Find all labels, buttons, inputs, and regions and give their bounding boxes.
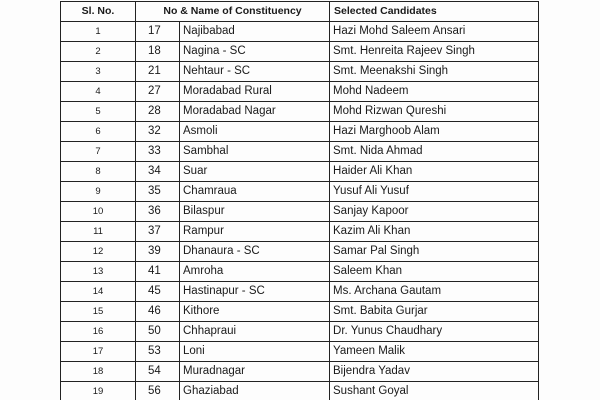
constituency-number-cell: 28 [136, 102, 180, 122]
sl-number-cell: 6 [61, 122, 136, 142]
table-row [61, 122, 539, 142]
sl-number-cell: 12 [61, 242, 136, 262]
candidate-name-cell: Mohd Rizwan Qureshi [330, 102, 539, 122]
candidate-name-cell: Sushant Goyal [330, 382, 539, 400]
candidate-name-cell: Smt. Meenakshi Singh [330, 62, 539, 82]
sl-number-cell: 2 [61, 42, 136, 62]
candidate-name-cell: Yameen Malik [330, 342, 539, 362]
candidate-name-cell: Kazim Ali Khan [330, 222, 539, 242]
sl-number-cell: 16 [61, 322, 136, 342]
constituency-name-cell: Hastinapur - SC [180, 282, 330, 302]
sl-number-cell: 10 [61, 202, 136, 222]
constituency-number-cell: 18 [136, 42, 180, 62]
constituency-name-cell: Amroha [180, 262, 330, 282]
table-header [61, 2, 539, 22]
sl-number-cell: 7 [61, 142, 136, 162]
sl-number-cell: 18 [61, 362, 136, 382]
table-row [61, 242, 539, 262]
sl-number-cell: 14 [61, 282, 136, 302]
candidate-name-cell: Smt. Henreita Rajeev Singh [330, 42, 539, 62]
candidates-table [60, 1, 539, 400]
sl-number-cell: 4 [61, 82, 136, 102]
table-row [61, 22, 539, 42]
constituency-number-cell: 56 [136, 382, 180, 400]
sl-number-cell: 13 [61, 262, 136, 282]
constituency-name-cell: Moradabad Rural [180, 82, 330, 102]
constituency-number-cell: 50 [136, 322, 180, 342]
constituency-number-cell: 27 [136, 82, 180, 102]
header-sl-no: Sl. No. [61, 2, 136, 22]
table-row [61, 142, 539, 162]
sl-number-cell: 19 [61, 382, 136, 400]
sl-number-cell: 17 [61, 342, 136, 362]
constituency-name-cell: Moradabad Nagar [180, 102, 330, 122]
constituency-name-cell: Muradnagar [180, 362, 330, 382]
constituency-number-cell: 34 [136, 162, 180, 182]
constituency-name-cell: Nagina - SC [180, 42, 330, 62]
sl-number-cell: 5 [61, 102, 136, 122]
table-row [61, 62, 539, 82]
constituency-number-cell: 41 [136, 262, 180, 282]
constituency-number-cell: 33 [136, 142, 180, 162]
constituency-name-cell: Chamraua [180, 182, 330, 202]
constituency-name-cell: Loni [180, 342, 330, 362]
constituency-number-cell: 39 [136, 242, 180, 262]
constituency-name-cell: Ghaziabad [180, 382, 330, 400]
table-row [61, 342, 539, 362]
candidate-name-cell: Bijendra Yadav [330, 362, 539, 382]
constituency-name-cell: Najibabad [180, 22, 330, 42]
candidate-name-cell: Hazi Mohd Saleem Ansari [330, 22, 539, 42]
table-row [61, 362, 539, 382]
constituency-name-cell: Rampur [180, 222, 330, 242]
constituency-name-cell: Nehtaur - SC [180, 62, 330, 82]
header-row [61, 2, 539, 22]
constituency-number-cell: 37 [136, 222, 180, 242]
constituency-name-cell: Kithore [180, 302, 330, 322]
constituency-number-cell: 21 [136, 62, 180, 82]
table-row [61, 102, 539, 122]
sl-number-cell: 3 [61, 62, 136, 82]
candidate-name-cell: Smt. Nida Ahmad [330, 142, 539, 162]
candidate-name-cell: Dr. Yunus Chaudhary [330, 322, 539, 342]
candidate-name-cell: Samar Pal Singh [330, 242, 539, 262]
table-row [61, 222, 539, 242]
table-row [61, 42, 539, 62]
table-row [61, 82, 539, 102]
constituency-number-cell: 46 [136, 302, 180, 322]
candidate-name-cell: Sanjay Kapoor [330, 202, 539, 222]
constituency-number-cell: 54 [136, 362, 180, 382]
candidate-name-cell: Smt. Babita Gurjar [330, 302, 539, 322]
table-row [61, 262, 539, 282]
constituency-number-cell: 36 [136, 202, 180, 222]
constituency-name-cell: Chhapraui [180, 322, 330, 342]
table-body [61, 22, 539, 400]
sl-number-cell: 9 [61, 182, 136, 202]
sl-number-cell: 8 [61, 162, 136, 182]
constituency-name-cell: Suar [180, 162, 330, 182]
constituency-number-cell: 45 [136, 282, 180, 302]
header-candidates: Selected Candidates [330, 2, 539, 22]
constituency-name-cell: Bilaspur [180, 202, 330, 222]
table-row [61, 322, 539, 342]
table-row [61, 202, 539, 222]
candidate-name-cell: Ms. Archana Gautam [330, 282, 539, 302]
table-row [61, 382, 539, 400]
constituency-number-cell: 53 [136, 342, 180, 362]
table-row [61, 282, 539, 302]
candidate-name-cell: Saleem Khan [330, 262, 539, 282]
sl-number-cell: 1 [61, 22, 136, 42]
constituency-name-cell: Asmoli [180, 122, 330, 142]
candidate-name-cell: Mohd Nadeem [330, 82, 539, 102]
constituency-name-cell: Dhanaura - SC [180, 242, 330, 262]
table-row [61, 182, 539, 202]
sl-number-cell: 11 [61, 222, 136, 242]
candidate-name-cell: Hazi Marghoob Alam [330, 122, 539, 142]
constituency-name-cell: Sambhal [180, 142, 330, 162]
constituency-number-cell: 35 [136, 182, 180, 202]
constituency-number-cell: 17 [136, 22, 180, 42]
table-row [61, 162, 539, 182]
table-row [61, 302, 539, 322]
constituency-number-cell: 32 [136, 122, 180, 142]
candidate-name-cell: Haider Ali Khan [330, 162, 539, 182]
header-constituency: No & Name of Constituency [136, 2, 330, 22]
candidate-name-cell: Yusuf Ali Yusuf [330, 182, 539, 202]
sl-number-cell: 15 [61, 302, 136, 322]
